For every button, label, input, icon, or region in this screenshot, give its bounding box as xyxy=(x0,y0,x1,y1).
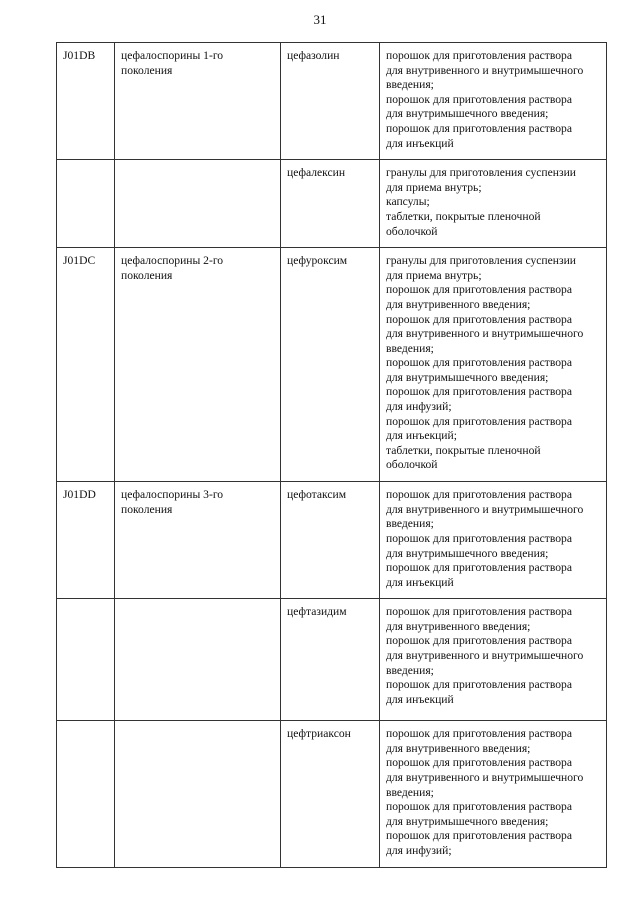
dosage-form-line: гранулы для приготовления суспензии xyxy=(386,254,576,268)
drug-name: цефуроксим xyxy=(287,254,348,268)
dosage-form-line: оболочкой xyxy=(386,224,438,238)
dosage-form-line: порошок для приготовления раствора xyxy=(386,121,572,135)
dosage-form-line: для инфузий; xyxy=(386,844,452,858)
drug-cell xyxy=(281,721,380,867)
dosage-forms-cell xyxy=(380,721,607,867)
dosage-forms-cell xyxy=(380,160,607,248)
dosage-form-line: для приема внутрь; xyxy=(386,180,482,194)
drug-name: цефтазидим xyxy=(287,605,347,619)
dosage-form-line: для внутривенного введения; xyxy=(386,297,531,311)
dosage-form-line: порошок для приготовления раствора xyxy=(386,312,572,326)
atc-code xyxy=(63,721,110,735)
atc-code-cell xyxy=(57,248,115,482)
dosage-form-line: порошок для приготовления раствора xyxy=(386,605,572,619)
group-cell xyxy=(115,721,281,867)
dosage-form-line: порошок для приготовления раствора xyxy=(386,634,572,648)
drug-cell xyxy=(281,160,380,248)
dosage-form-line: для внутримышечного введения; xyxy=(386,370,549,384)
dosage-forms-cell xyxy=(380,482,607,599)
dosage-form-line: для внутривенного введения; xyxy=(386,619,531,633)
drug-name: цефалексин xyxy=(287,166,346,180)
dosage-form-line: порошок для приготовления раствора xyxy=(386,829,572,843)
drug-group: цефалоспорины 1-го поколения xyxy=(121,49,224,77)
drug-name: цефазолин xyxy=(287,49,340,62)
table-row xyxy=(57,248,607,482)
atc-code: J01DD xyxy=(63,488,96,502)
dosage-form-line: порошок для приготовления раствора xyxy=(386,727,572,741)
dosage-forms xyxy=(386,599,602,715)
dosage-forms xyxy=(386,248,602,481)
dosage-form-line: введения; xyxy=(386,78,434,92)
drug-group xyxy=(121,599,276,613)
dosage-forms xyxy=(386,482,602,598)
drug-table xyxy=(56,42,607,868)
dosage-forms xyxy=(386,160,602,247)
dosage-forms-cell xyxy=(380,43,607,160)
table-row xyxy=(57,160,607,248)
drug-group xyxy=(121,721,276,735)
group-cell xyxy=(115,248,281,482)
dosage-form-line: для внутримышечного введения; xyxy=(386,107,549,121)
group-cell xyxy=(115,43,281,160)
dosage-form-line: порошок для приготовления раствора xyxy=(386,678,572,692)
table-row xyxy=(57,482,607,599)
atc-code-cell xyxy=(57,482,115,599)
dosage-form-line: для внутривенного и внутримышечного xyxy=(386,649,584,663)
dosage-forms xyxy=(386,721,602,866)
group-cell xyxy=(115,160,281,248)
dosage-form-line: для внутримышечного введения; xyxy=(386,546,549,560)
dosage-form-line: порошок для приготовления раствора xyxy=(386,488,572,502)
dosage-form-line: для внутривенного и внутримышечного xyxy=(386,327,584,341)
dosage-form-line: введения; xyxy=(386,341,434,355)
dosage-form-line: порошок для приготовления раствора xyxy=(386,49,572,62)
atc-code-cell xyxy=(57,43,115,160)
atc-code-cell xyxy=(57,160,115,248)
drug-group xyxy=(121,160,276,174)
dosage-form-line: капсулы; xyxy=(386,195,430,209)
drug-name: цефтриаксон xyxy=(287,727,351,741)
dosage-form-line: порошок для приготовления раствора xyxy=(386,356,572,370)
atc-code-cell xyxy=(57,599,115,721)
table-row xyxy=(57,43,607,160)
dosage-form-line: порошок для приготовления раствора xyxy=(386,283,572,297)
dosage-form-line: введения; xyxy=(386,785,434,799)
drug-cell xyxy=(281,248,380,482)
dosage-form-line: для внутримышечного введения; xyxy=(386,814,549,828)
dosage-form-line: для внутривенного введения; xyxy=(386,741,531,755)
dosage-form-line: таблетки, покрытые пленочной xyxy=(386,209,541,223)
dosage-form-line: для внутривенного и внутримышечного xyxy=(386,502,584,516)
drug-name: цефотаксим xyxy=(287,488,347,502)
dosage-form-line: порошок для приготовления раствора xyxy=(386,385,572,399)
dosage-form-line: порошок для приготовления раствора xyxy=(386,561,572,575)
dosage-form-line: порошок для приготовления раствора xyxy=(386,531,572,545)
drug-cell xyxy=(281,43,380,160)
dosage-forms-cell xyxy=(380,248,607,482)
drug-group: цефалоспорины 2-го поколения xyxy=(121,254,224,282)
atc-code: J01DB xyxy=(63,49,96,62)
page-number: 31 xyxy=(313,12,327,27)
group-cell xyxy=(115,482,281,599)
dosage-form-line: для приема внутрь; xyxy=(386,268,482,282)
dosage-form-line: для инъекций xyxy=(386,136,454,150)
dosage-form-line: порошок для приготовления раствора xyxy=(386,92,572,106)
atc-code-cell xyxy=(57,721,115,867)
dosage-form-line: таблетки, покрытые пленочной xyxy=(386,443,541,457)
table-row xyxy=(57,721,607,867)
dosage-form-line: для инфузий; xyxy=(386,400,452,414)
dosage-form-line: для внутривенного и внутримышечного xyxy=(386,771,584,785)
dosage-form-line: для инъекций xyxy=(386,692,454,706)
atc-code xyxy=(63,160,110,174)
atc-code: J01DC xyxy=(63,254,96,268)
dosage-forms-cell xyxy=(380,599,607,721)
dosage-form-line: порошок для приготовления раствора xyxy=(386,756,572,770)
drug-cell xyxy=(281,599,380,721)
dosage-form-line: порошок для приготовления раствора xyxy=(386,800,572,814)
dosage-form-line: для внутривенного и внутримышечного xyxy=(386,63,584,77)
dosage-form-line: введения; xyxy=(386,517,434,531)
drug-group: цефалоспорины 3-го поколения xyxy=(121,488,224,516)
group-cell xyxy=(115,599,281,721)
atc-code xyxy=(63,599,110,613)
dosage-form-line: оболочкой xyxy=(386,458,438,472)
dosage-form-line: порошок для приготовления раствора xyxy=(386,414,572,428)
table-row xyxy=(57,599,607,721)
dosage-form-line: для инъекций; xyxy=(386,429,457,443)
dosage-form-line: гранулы для приготовления суспензии xyxy=(386,166,576,180)
dosage-forms xyxy=(386,43,602,159)
dosage-form-line: введения; xyxy=(386,663,434,677)
drug-cell xyxy=(281,482,380,599)
dosage-form-line: для инъекций xyxy=(386,575,454,589)
